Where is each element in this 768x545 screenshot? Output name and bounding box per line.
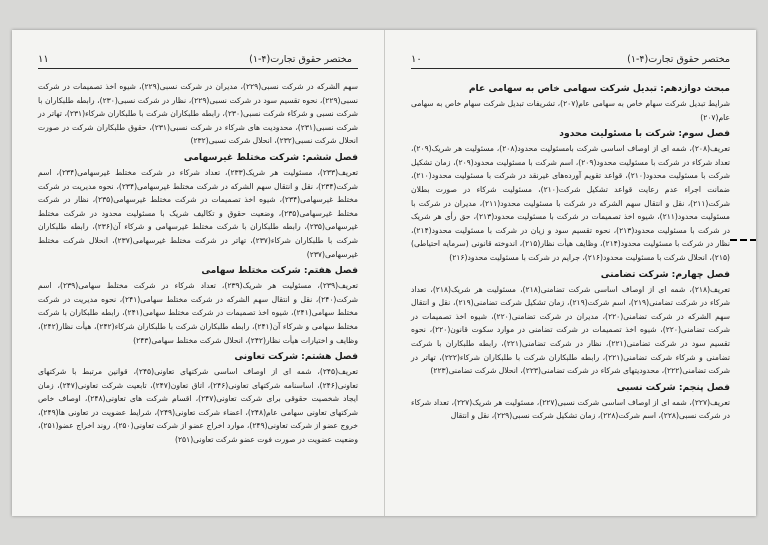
scan-edge-mark: [730, 237, 756, 243]
running-title: مختصر حقوق تجارت(۴-۱): [627, 54, 730, 65]
toc-paragraph: تعریف(۲۳۹)، مسئولیت هر شریک(۲۳۹)، تعداد شرکاء در شرکت مختلط سهامی(۲۳۹)، اسم شرکت(۲۴۰)، نقل و انتقال سهم الشرکه در شرکت مختلط سهامی(۲۴۱)، نحوه مدیریت در شرکت مختلط سهامی(۲۴۱)، شیوه اخذ تصمیمات در شرکت مختلط سهامی(۲۴۱)، رابطه طلبکاران با شرکت مختلط سهامی و شرکاء آن(۲۴۱)، رابطه طلبکاران شرکت با طلبکاران شرکاء(۲۴۲)، هیأت نظار(۲۴۲)، وظایف و اختیارات هیأت نظار(۲۴۲)، انحلال شرکت مختلط سهامی(۲۴۳): [38, 281, 358, 345]
book-spread: [12, 30, 756, 516]
toc-paragraph: تعریف(۲۴۵)، شمه ای از اوصاف اساسی شرکتهای تعاونی(۲۴۵)، قوانین مرتبط با شرکتهای تعاونی(۲۴۶)، اساسنامه شرکتهای تعاونی(۲۴۶)، اتاق تعاون(۲۴۷)، تابعیت شرکت تعاونی(۲۴۷)، زمان ایجاد شخصیت حقوقی برای شرکت تعاونی(۲۴۷)، اقسام شرکت های تعاونی(۲۴۸)، اوصاف خاص شرکتهای تعاونی سهامی عام(۲۴۸)، اعضاء شرکت تعاونی(۲۴۹)، شرایط عضویت در تعاونی ها(۲۴۹)، خروج عضو از شرکت تعاونی(۲۴۹)، موارد اخراج عضو از شرکت تعاونی(۲۵۰)، روند اخراج عضو(۲۵۱)، وضعیت عضویت در صورت فوت عضو شرکت تعاونی(۲۵۱): [38, 367, 359, 445]
page-number: ۱۱: [38, 54, 49, 65]
toc-paragraph: تعریف(۲۱۸)، شمه ای از اوصاف اساسی شرکت تضامنی(۲۱۸)، مسئولیت هر شریک(۲۱۸)، تعداد شرکاء در شرکت تضامنی(۲۱۹)، اسم شرکت(۲۱۹)، زمان تشکیل شرکت تضامنی(۲۱۹)، نقل و انتقال سهم الشرکه در شرکت تضامنی(۲۲۰)، مدیران در شرکت تضامنی(۲۲۰)، شیوه اخذ تصمیمات در شرکت تضامنی(۲۲۰)، شیوه اخذ تصمیمات در شرکت تضامنی در موارد سکوت قانون(۲۲۰)، نحوه تقسیم سود در شرکت تضامنی(۲۲۱)، نظار در شرکت تضامنی(۲۲۱)، رابطه طلبکاران با شرکت تضامنی و شرکاء شرکت تضامنی(۲۲۱)، رابطه طلبکاران شرکت با طلبکاران شرکاء(۲۲۲)، تهاتر در شرکت تضامنی(۲۲۲)، محدودیتهای شرکاء در شرکت تضامنی(۲۲۳)، انحلال شرکت تضامنی(۲۲۳): [411, 284, 731, 376]
toc-paragraph: تعریف(۲۳۳)، مسئولیت هر شریک(۲۳۳)، تعداد شرکاء در شرکت مختلط غیرسهامی(۲۳۴)، اسم شرکت(۲۳۴)، نقل و انتقال سهم الشرکه در شرکت مختلط غیرسهامی(۲۳۴)، نحوه مدیریت در شرکت مختلط غیرسهامی(۲۳۴)، شیوه اخذ تصمیمات در شرکت مختلط غیرسهامی(۲۳۵)، نظار در شرکت مختلط غیرسهامی(۲۳۵)، وضعیت حقوق و تکالیف شریک با مسئولیت محدود در شرکت مختلط غیرسهامی(۲۳۵)، رابطه طلبکاران با شرکت مختلط غیرسهامی و شرکاء آن(۲۳۶)، رابطه طلبکاران شرکت با طلبکاران شرکاء(۲۳۷)، تهاتر در شرکت مختلط غیرسهامی(۲۳۷)، انحلال شرکت مختلط غیرسهامی(۲۳۷): [38, 167, 359, 259]
chapter-heading: فصل هفتم: شرکت مختلط سهامی: [201, 265, 358, 277]
chapter-heading: فصل ششم: شرکت مختلط غیرسهامی: [183, 151, 358, 163]
chapter-heading: فصل چهارم: شرکت تضامنی: [600, 268, 730, 280]
section-heading: مبحث دوازدهم: تبدیل شرکت سهامی خاص به سهامی عام: [468, 83, 730, 94]
toc-paragraph: تعریف(۲۲۷)، شمه ای از اوصاف اساسی شرکت نسبی(۲۲۷)، مسئولیت هر شریک(۲۲۷)، تعداد شرکاء در شرکت نسبی(۲۲۸)، اسم شرکت(۲۲۸)، زمان تشکیل شرکت نسبی(۲۲۹)، نقل و انتقال: [411, 397, 730, 421]
page-number: ۱۰: [411, 54, 422, 65]
toc-paragraph: تعریف(۲۰۸)، شمه ای از اوصاف اساسی شرکت بامسئولیت محدود(۲۰۸)، مسئولیت هر شریک(۲۰۹)، تعداد شرکاء در شرکت با مسئولیت محدود(۲۰۹)، اسم شرکت با مسئولیت محدود(۲۰۹)، زمان تشکیل شرکت با مسئولیت محدود(۲۱۰)، قواعد تقویم آورده‌های غیرنقد در شرکت با مسئولیت محدود(۲۱۰)، ضمانت اجراء عدم رعایت قواعد تشکیل شرکت(۲۱۰)، مسئولیت شرکاء در صورت بطلان شرکت(۲۱۱)، نقل و انتقال سهم الشرکه در شرکت با مسئولیت محدود(۲۱۱)، مدیران در شرکت با مسئولیت محدود(۲۱۱)، شیوه اخذ تصمیمات در شرکت با مسئولیت محدود(۲۱۳)، حق رأی هر شریک در شرکت با مسئولیت محدود(۲۱۳)، نحوه تقسیم سود و زیان در شرکت با مسئولیت محدود(۲۱۴)، نظار در شرکت با مسئولیت محدود(۲۱۴)، وظایف هیأت نظار(۲۱۵)، اندوخته قانونی (سرمایه احتیاطی)(۲۱۵)، انحلال شرکت با مسئولیت محدود(۲۱۶)، جرایم در شرکت با مسئولیت محدود(۲۱۶): [411, 144, 731, 262]
running-title: مختصر حقوق تجارت(۴-۱): [249, 54, 352, 65]
toc-paragraph: سهم الشرکه در شرکت نسبی(۲۲۹)، مدیران در شرکت نسبی(۲۲۹)، شیوه اخذ تصمیمات در شرکت نسبی(۲۲۹)، نحوه تقسیم سود در شرکت نسبی(۲۲۹)، نظار در شرکت نسبی(۲۳۰)، رابطه طلبکاران با شرکت نسبی و شرکاء شرکت نسبی(۲۳۰)، رابطه طلبکاران شرکت با طلبکاران شرکاء(۲۳۱)، تهاتر در شرکت نسبی(۲۳۱)، محدودیت های شرکاء در شرکت نسبی(۲۳۱)، حقوق طلبکاران شرکت در صورت انحلال شرکت نسبی(۲۳۲)، انحلال شرکت نسبی(۲۳۲): [38, 82, 359, 146]
running-header: [411, 52, 730, 69]
chapter-heading: فصل سوم: شرکت با مسئولیت محدود: [559, 128, 730, 140]
running-header: [38, 52, 358, 69]
chapter-heading: فصل پنجم: شرکت نسبی: [616, 381, 730, 393]
left-page: [12, 30, 385, 516]
toc-paragraph: شرایط تبدیل شرکت سهام خاص به سهامی عام(۲۰۷)، تشریفات تبدیل شرکت سهام خاص به سهامی عام(۲۰۷): [411, 99, 730, 122]
chapter-heading: فصل هشتم: شرکت تعاونی: [234, 351, 358, 363]
table-of-contents-body: [411, 82, 730, 423]
table-of-contents-body: [38, 80, 358, 447]
right-page: [385, 30, 756, 516]
